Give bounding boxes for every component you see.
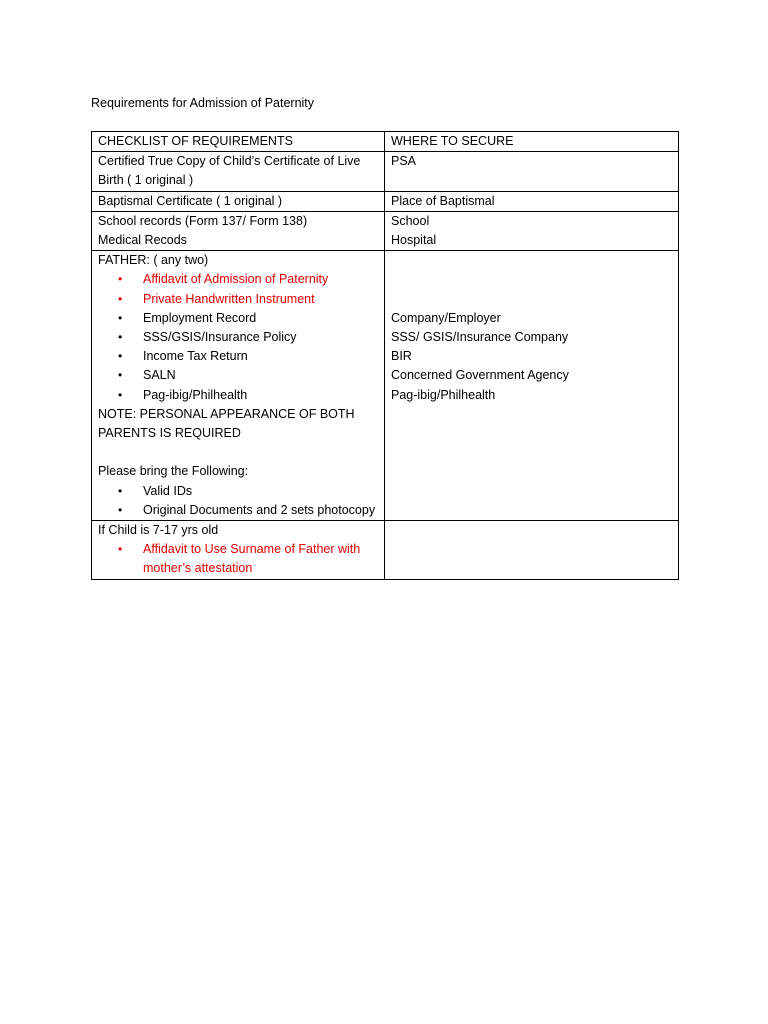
header-where-to-secure: WHERE TO SECURE (385, 132, 679, 152)
requirement-line: Medical Recods (98, 233, 187, 248)
source-line: Pag-ibig/Philhealth (391, 387, 496, 402)
table-row (92, 251, 679, 521)
table-row (92, 521, 679, 580)
bring-heading: Please bring the Following: (98, 464, 249, 479)
personal-appearance-note: NOTE: PERSONAL APPEARANCE OF BOTH PARENTS IS REQUIRED (98, 406, 355, 441)
child-documents-list (98, 540, 378, 578)
father-heading: FATHER: ( any two) (98, 253, 209, 268)
source-father-documents (385, 251, 679, 521)
list-item: • Employment Record (143, 309, 378, 328)
list-item: • SALN (143, 366, 378, 385)
source-place-of-baptismal: Place of Baptismal (385, 191, 679, 211)
requirement-birth-certificate: Certified True Copy of Child’s Certificate of Live Birth ( 1 original ) (92, 152, 385, 191)
source-line: Hospital (391, 233, 437, 248)
list-item: • Affidavit of Admission of Paternity (143, 270, 378, 289)
list-item: • Pag-ibig/Philhealth (143, 386, 378, 405)
list-item: • Income Tax Return (143, 347, 378, 366)
source-line: Company/Employer (391, 310, 501, 325)
father-documents-list (98, 270, 378, 404)
spacer (391, 251, 672, 309)
requirement-school-medical-records (92, 211, 385, 250)
list-item: • Private Handwritten Instrument (143, 290, 378, 309)
bring-list (98, 482, 378, 520)
source-line: School (391, 213, 430, 228)
table-row (92, 191, 679, 211)
source-school-hospital (385, 211, 679, 250)
source-line: BIR (391, 349, 412, 364)
table-row (92, 211, 679, 250)
requirements-table (91, 131, 679, 580)
list-item: • Valid IDs (143, 482, 378, 501)
child-age-heading: If Child is 7-17 yrs old (98, 523, 219, 538)
requirement-baptismal-certificate: Baptismal Certificate ( 1 original ) (92, 191, 385, 211)
spacer (98, 443, 378, 462)
source-psa: PSA (385, 152, 679, 191)
source-line: Concerned Government Agency (391, 368, 569, 383)
requirement-line: School records (Form 137/ Form 138) (98, 213, 308, 228)
source-child-7-17 (385, 521, 679, 580)
list-item: • SSS/GSIS/Insurance Policy (143, 328, 378, 347)
page-title: Requirements for Admission of Paternity (91, 96, 315, 110)
table-row (92, 152, 679, 191)
list-item: • Affidavit to Use Surname of Father with mother’s attestation (143, 540, 378, 578)
source-line: SSS/ GSIS/Insurance Company (391, 330, 569, 345)
table-header-row (92, 132, 679, 152)
header-checklist: CHECKLIST OF REQUIREMENTS (92, 132, 385, 152)
requirement-child-7-17 (92, 521, 385, 580)
list-item: • Original Documents and 2 sets photocopy (143, 501, 378, 520)
requirement-father-documents (92, 251, 385, 521)
